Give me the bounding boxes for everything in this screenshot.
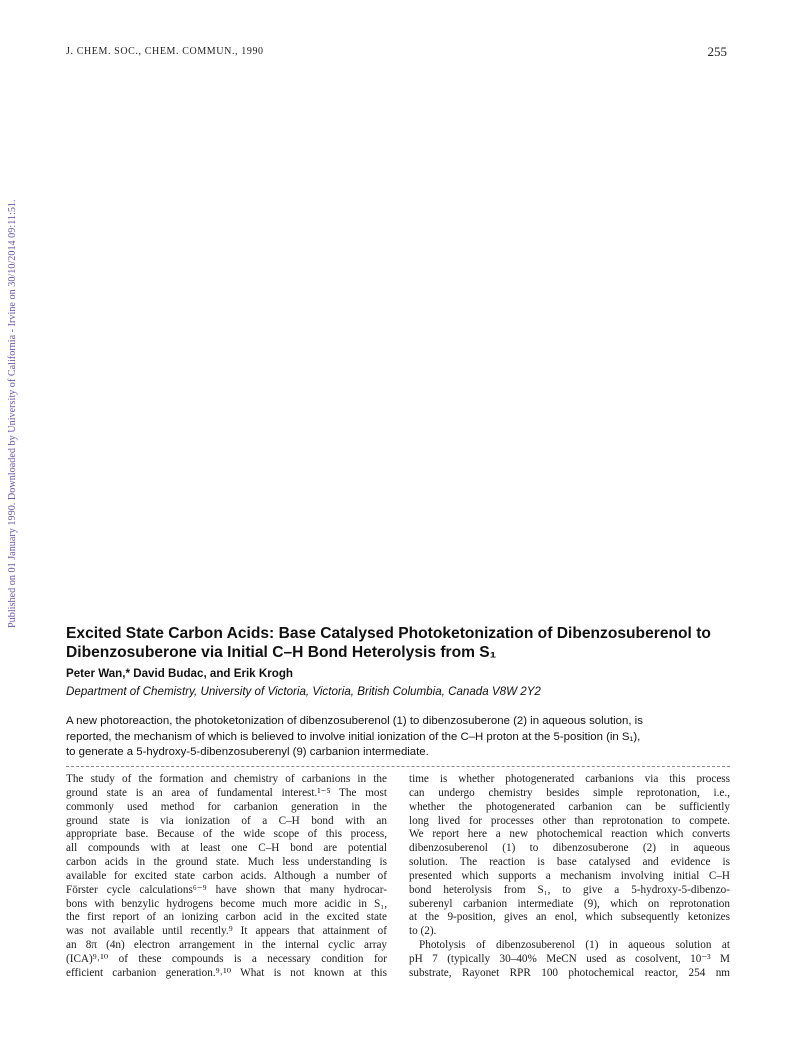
author-list: Peter Wan,* David Budac, and Erik Krogh [66, 667, 293, 680]
abstract-line: reported, the mechanism of which is believed to involve initial ionization of the C–H proton at the 5-position (in S₁), [66, 730, 641, 743]
body-line: appropriate base. Because of the wide scope of this process, [66, 828, 387, 841]
article-title-line-2: Dibenzosuberone via Initial C–H Bond Heterolysis from S₁ [66, 644, 497, 661]
body-column-right [409, 773, 730, 981]
body-line: long lived for processes other than reprotonation to compete. [409, 814, 730, 827]
body-line: Photolysis of dibenzosuberenol (1) in aqueous solution at [419, 939, 730, 952]
affiliation: Department of Chemistry, University of Victoria, Victoria, British Columbia, Canada V8W 2Y2 [66, 685, 541, 698]
body-line: bons with benzylic hydrogens become much more acidic in S₁, [66, 897, 387, 910]
body-line: all compounds with at least one C–H bond are potential [66, 842, 387, 855]
page-number: 255 [707, 44, 727, 59]
body-line: at the 9-position, gives an enol, which subsequently ketonizes [409, 911, 730, 924]
body-line: presented which supports a mechanism involving initial C–H [409, 869, 730, 882]
body-line: suberenyl carbanion intermediate (9), which on reprotonation [409, 897, 730, 910]
body-line: can undergo chemistry besides simple reprotonation, i.e., [409, 786, 730, 799]
body-line: ground state is an area of fundamental interest.¹⁻⁵ The most [66, 786, 387, 799]
body-line: bond heterolysis from S₁, to give a 5-hydroxy-5-dibenzo- [409, 883, 730, 896]
body-line: solution. The reaction is base catalysed and evidence is [409, 856, 730, 869]
body-line: time is whether photogenerated carbanions via this process [409, 773, 730, 785]
article-title [66, 624, 736, 662]
section-divider [66, 766, 730, 767]
running-head: J. CHEM. SOC., CHEM. COMMUN., 1990 [66, 46, 264, 57]
body-line: commonly used method for carbanion generation in the [66, 800, 387, 813]
body-line: the first report of an ionizing carbon acid in the excited state [66, 911, 387, 924]
abstract-line: A new photoreaction, the photoketonization of dibenzosuberenol (1) to dibenzosuberone (2) in aqueous solution, is [66, 715, 643, 727]
body-line: substrate, Rayonet RPR 100 photochemical reactor, 254 nm [409, 966, 730, 979]
body-line: an 8π (4n) electron arrangement in the internal cyclic array [66, 939, 387, 952]
body-line: available for excited state carbon acids. Although a number of [66, 869, 387, 882]
body-line: Förster cycle calculations⁶⁻⁹ have shown that many hydrocar- [66, 883, 387, 896]
body-line: (ICA)⁹˒¹⁰ of these compounds is a necessary condition for [66, 952, 387, 965]
abstract-line: to generate a 5-hydroxy-5-dibenzosuberenyl (9) carbanion intermediate. [66, 746, 429, 758]
abstract [66, 714, 730, 761]
body-line: ground state is via ionization of a C–H bond with an [66, 814, 387, 827]
body-line: The study of the formation and chemistry of carbanions in the [66, 773, 387, 785]
download-watermark-text: Published on 01 January 1990. Downloaded by University of California - Irvine on 30/10/2014 09:11:51. [7, 199, 18, 628]
body-line: dibenzosuberenol (1) to dibenzosuberone (2) in aqueous [409, 842, 730, 855]
body-line: efficient carbanion generation.⁹˒¹⁰ What is not known at this [66, 966, 387, 979]
download-watermark [4, 188, 26, 628]
body-line: whether the photogenerated carbanion can be sufficiently [409, 800, 730, 813]
body-line: pH 7 (typically 30–40% MeCN used as cosolvent, 10⁻³ M [409, 952, 730, 965]
body-column-left [66, 773, 387, 981]
article-title-line-1: Excited State Carbon Acids: Base Catalysed Photoketonization of Dibenzosuberenol to [66, 625, 711, 642]
body-line: carbon acids in the ground state. Much less understanding is [66, 856, 387, 869]
body-line: was not available until recently.⁹ It appears that attainment of [66, 925, 387, 938]
body-line: We report here a new photochemical reaction which converts [409, 828, 730, 841]
body-line: to (2). [409, 925, 437, 938]
